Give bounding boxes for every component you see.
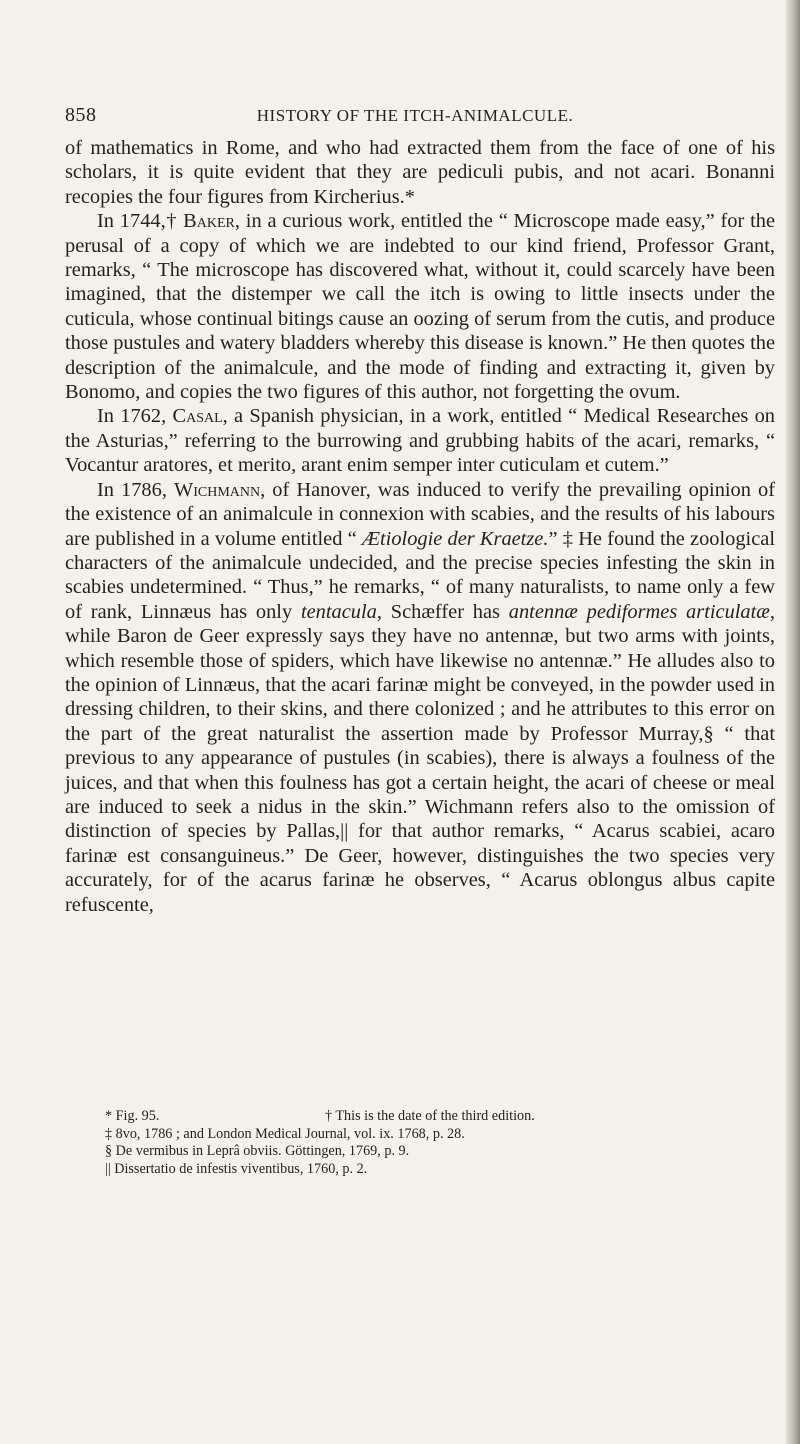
paragraph-4: In 1786, Wichmann, of Hanover, was induced to verify the prevailing opinion of the existence of an animalcule in connexion with scabies, and the results of his labours are published in a volume entitled “ Ætiologie der Kraetze.” ‡ He found the zoological characters of the animalcule undecided, and the precise species infesting the skin in scabies undetermined. “ Thus,” he remarks, “ of many naturalists, to name only a few of rank, Linnæus has only tentacula, Schæffer has antennæ pediformes articulatæ, while Baron de Geer expressly says they have no antennæ, but two arms with joints, which resemble those of spiders, which have likewise no antennæ.” He alludes also to the opinion of Linnæus, that the acari farinæ might be conveyed, in the powder used in dressing children, to their skins, and there colonized ; and he attributes to this error on the part of the great naturalist the assertion made by Professor Murray,§ “ that previous to any appearance of pustules (in scabies), there is always a foulness of the juices, and that when this foulness has got a certain height, the acari of cheese or meal are induced to seek a nidus in the skin.” Wichmann refers also to the omission of distinction of species by Pallas,|| for that author remarks, “ Acarus scabiei, acaro farinæ est consanguineus.” De Geer, however, distinguishes the two species very accurately, for of the acarus farinæ he observes, “ Acarus oblongus albus capite refuscente, — [65, 478, 776, 916]
running-title: HISTORY OF THE ITCH-ANIMALCULE. — [256, 106, 574, 125]
body-text — [65, 136, 775, 917]
latin-term: antennæ pediformes articulatæ — [508, 600, 770, 623]
author-name: Wichmann — [174, 478, 261, 501]
page-edge-shadow — [786, 0, 800, 1444]
author-name: Baker — [183, 210, 235, 233]
footnote-4: § De vermibus in Leprâ obviis. Göttingen, 1769, p. 9. — [105, 1143, 410, 1160]
footnote-2: † This is the date of the third edition. — [325, 1108, 535, 1124]
footnote-1: * Fig. 95. — [105, 1108, 160, 1124]
footnote-3: ‡ 8vo, 1786 ; and London Medical Journal, vol. ix. 1768, p. 28. — [105, 1125, 465, 1142]
paragraph-1: of mathematics in Rome, and who had extracted them from the face of one of his scholars, it is quite evident that they are pediculi pubis, and not acari. Bonanni recopies the four figures from Kircherius.* — [65, 137, 775, 208]
author-name: Casal — [172, 405, 223, 428]
footnote-row — [65, 1108, 775, 1126]
book-title: Ætiologie der Kraetze. — [361, 527, 549, 550]
footnote-5: || Dissertatio de infestis viventibus, 1760, p. 2. — [105, 1160, 368, 1177]
page-header — [65, 104, 765, 128]
page-number: 858 — [65, 104, 97, 126]
paragraph-2: In 1744,† Baker, in a curious work, entitled the “ Microscope made easy,” for the perusal of a copy of which we are indebted to our kind friend, Professor Grant, remarks, “ The microscope has discovered what, without it, could scarcely have been imagined, that the distemper we call the itch is owing to little insects under the cuticula, whose continual bitings cause an oozing of serum from the cutis, and produce those pustules and watery bladders whereby this disease is known.” He then quotes the description of the animalcule, and the mode of finding and extracting it, given by Bonomo, and copies the two figures of this author, not forgetting the ovum. — [65, 210, 775, 404]
footnotes — [65, 1108, 775, 1178]
paragraph-3: In 1762, Casal, a Spanish physician, in a work, entitled “ Medical Researches on the Asturias,” referring to the burrowing and grubbing habits of the acari, remarks, “ Vocantur aratores, et merito, arant enim semper inter cuticulam et cutem.” — [65, 405, 775, 477]
latin-term: tentacula — [300, 600, 377, 623]
